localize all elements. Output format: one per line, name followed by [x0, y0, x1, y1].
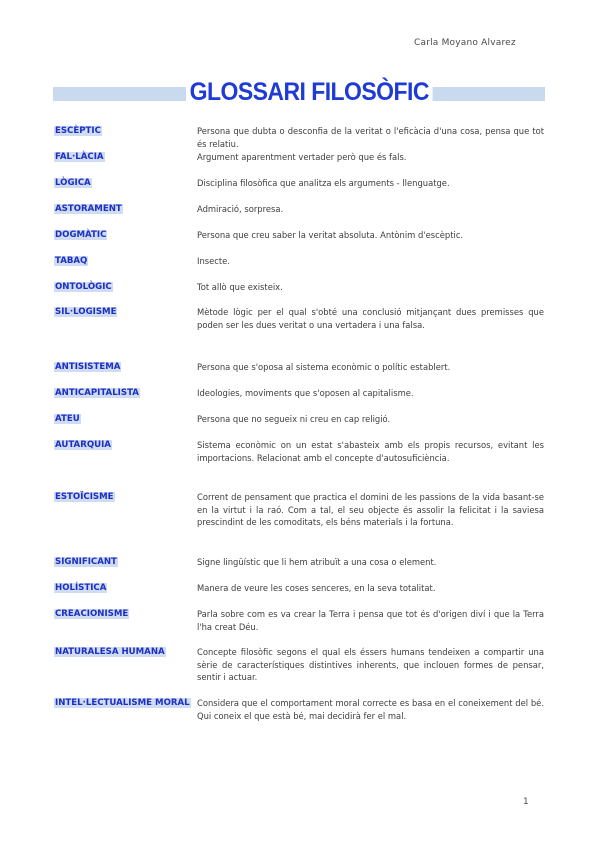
glossary-term: CREACIONISME	[55, 609, 129, 619]
glossary-definition: Argument aparentment vertader però que és fals.	[197, 152, 407, 162]
glossary-entry	[54, 305, 544, 360]
glossary-entry	[54, 490, 544, 555]
glossary-definition: Concepte filosòfic segons el qual els éssers humans tendeixen a compartir una sèrie de característiques distintives inherents, que inclouen formes de pensar, sentir i actuar.	[197, 647, 544, 682]
glossary-entry	[54, 581, 544, 607]
glossary-term: AUTARQUIA	[55, 440, 111, 450]
glossary-definition: Parla sobre com es va crear la Terra i pensa que tot és d'origen diví i que la Terra l'ha creat Déu.	[197, 609, 544, 632]
glossary-entry	[54, 607, 544, 645]
glossary-definition: Persona que no segueix ni creu en cap religió.	[197, 414, 391, 424]
glossary-definition: Corrent de pensament que practica el domini de les passions de la vida basant-se en la virtut i la raó. Com a tal, el seu objecte és assolir la felicitat i la saviesa prescindint de les comoditats, els béns materials i la fortuna.	[197, 492, 544, 527]
glossary-definition: Persona que creu saber la veritat absoluta. Antònim d'escèptic.	[197, 230, 464, 240]
glossary-definition: Insecte.	[197, 256, 230, 266]
glossary-list	[54, 124, 544, 736]
glossary-term: ESTOÏCISME	[55, 492, 114, 502]
glossary-entry	[54, 254, 544, 280]
glossary-term: DOGMÀTIC	[55, 230, 107, 240]
glossary-definition: Ideologies, moviments que s'oposen al capitalisme.	[197, 388, 414, 398]
glossary-definition: Sistema econòmic on un estat s'abasteix amb els propis recursos, evitant les importacions. Relacionat amb el concepte d'autosuficiència.	[197, 440, 544, 463]
glossary-entry	[54, 202, 544, 228]
glossary-term: HOLÍSTICA	[55, 583, 107, 593]
glossary-entry	[54, 360, 544, 386]
glossary-entry	[54, 176, 544, 202]
glossary-definition: Considera que el comportament moral correcte es basa en el coneixement del bé. Qui coneix el que està bé, mai decidirà fer el mal.	[197, 698, 544, 721]
glossary-entry	[54, 555, 544, 581]
author-name: Carla Moyano Alvarez	[414, 38, 516, 48]
glossary-entry	[54, 150, 544, 176]
glossary-entry	[54, 696, 544, 736]
glossary-term: ONTOLÒGIC	[55, 282, 112, 292]
glossary-definition: Persona que s'oposa al sistema econòmic o polític establert.	[197, 362, 451, 372]
glossary-term: SIL·LOGISME	[55, 307, 117, 317]
glossary-term: LÒGICA	[55, 178, 91, 188]
glossary-entry	[54, 645, 544, 696]
glossary-term: FAL·LÀCIA	[55, 152, 104, 162]
glossary-entry	[54, 438, 544, 490]
glossary-term: ASTORAMENT	[55, 204, 122, 214]
glossary-term: ATEU	[55, 414, 80, 424]
glossary-definition: Disciplina filosòfica que analitza els arguments - llenguatge.	[197, 178, 450, 188]
glossary-entry	[54, 386, 544, 412]
document-title: GLOSSARI FILOSÒFIC	[186, 76, 433, 108]
glossary-definition: Mètode lògic per el qual s'obté una conclusió mitjançant dues premisses que poden ser les dues veritat o una vertadera i una falsa.	[197, 307, 544, 330]
glossary-term: SIGNIFICANT	[55, 557, 117, 567]
glossary-entry	[54, 228, 544, 254]
glossary-definition: Persona que dubta o desconfia de la veritat o l'eficàcia d'una cosa, pensa que tot és relatiu.	[197, 126, 544, 149]
glossary-term: NATURALESA HUMANA	[55, 647, 165, 657]
page-number: 1	[523, 797, 529, 807]
glossary-entry	[54, 124, 544, 150]
glossary-entry	[54, 412, 544, 438]
glossary-term: ANTISISTEMA	[55, 362, 121, 372]
glossary-term: TABAQ	[55, 256, 88, 266]
glossary-term: ANTICAPITALISTA	[55, 388, 139, 398]
glossary-definition: Tot allò que existeix.	[197, 282, 283, 292]
glossary-definition: Signe lingüístic que li hem atribuït a una cosa o element.	[197, 557, 437, 567]
glossary-definition: Admiració, sorpresa.	[197, 204, 284, 214]
glossary-term: INTEL·LECTUALISME MORAL	[55, 698, 190, 708]
glossary-definition: Manera de veure les coses senceres, en la seva totalitat.	[197, 583, 436, 593]
glossary-term: ESCÈPTIC	[55, 126, 101, 136]
glossary-entry	[54, 280, 544, 305]
